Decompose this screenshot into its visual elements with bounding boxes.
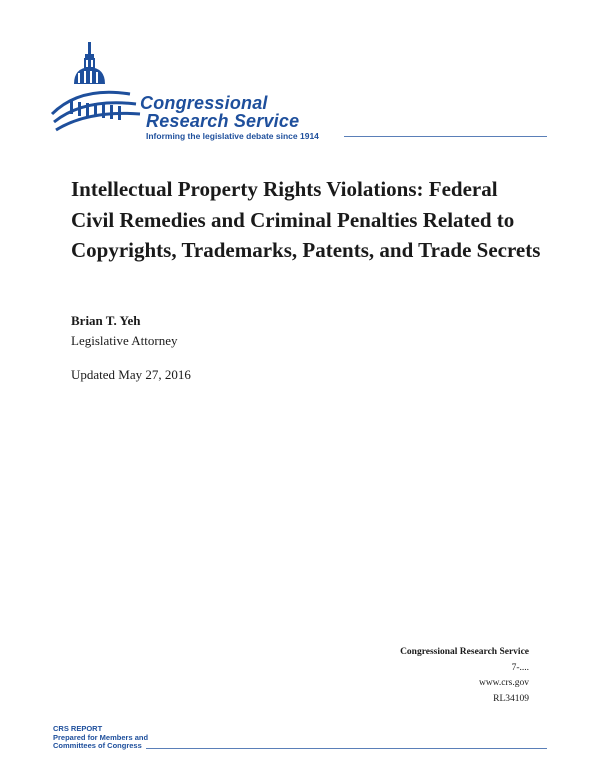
footer-org: Congressional Research Service: [400, 647, 529, 657]
author-role: Legislative Attorney: [71, 333, 178, 348]
footer-report-number: RL34109: [493, 693, 529, 704]
logo-tagline: Informing the legislative debate since 1914: [146, 131, 319, 141]
footer-info: [400, 645, 529, 707]
crs-report-label: [53, 725, 148, 751]
footer-rule: [146, 748, 547, 749]
updated-date: Updated May 27, 2016: [71, 367, 191, 382]
prepared-for-line2: Committees of Congress: [53, 741, 142, 750]
crs-logo: [50, 40, 550, 145]
logo-wordmark-line2: Research Service: [146, 111, 300, 131]
logo-wordmark-line1: Congressional: [140, 93, 268, 113]
capitol-dome-icon: [50, 40, 150, 140]
footer-website: www.crs.gov: [478, 678, 529, 688]
document-title: Intellectual Property Rights Violations: Federal Civil Remedies and Criminal Penalties Related to Copyrights, Trademarks, Patents, and Trade Secrets: [71, 177, 541, 262]
prepared-for-line1: Prepared for Members and: [53, 732, 149, 742]
author-name: Brian T. Yeh: [71, 313, 141, 328]
footer-code: 7-....: [511, 662, 529, 673]
crs-report-title: CRS REPORT: [53, 724, 103, 733]
header-rule: [344, 136, 547, 137]
